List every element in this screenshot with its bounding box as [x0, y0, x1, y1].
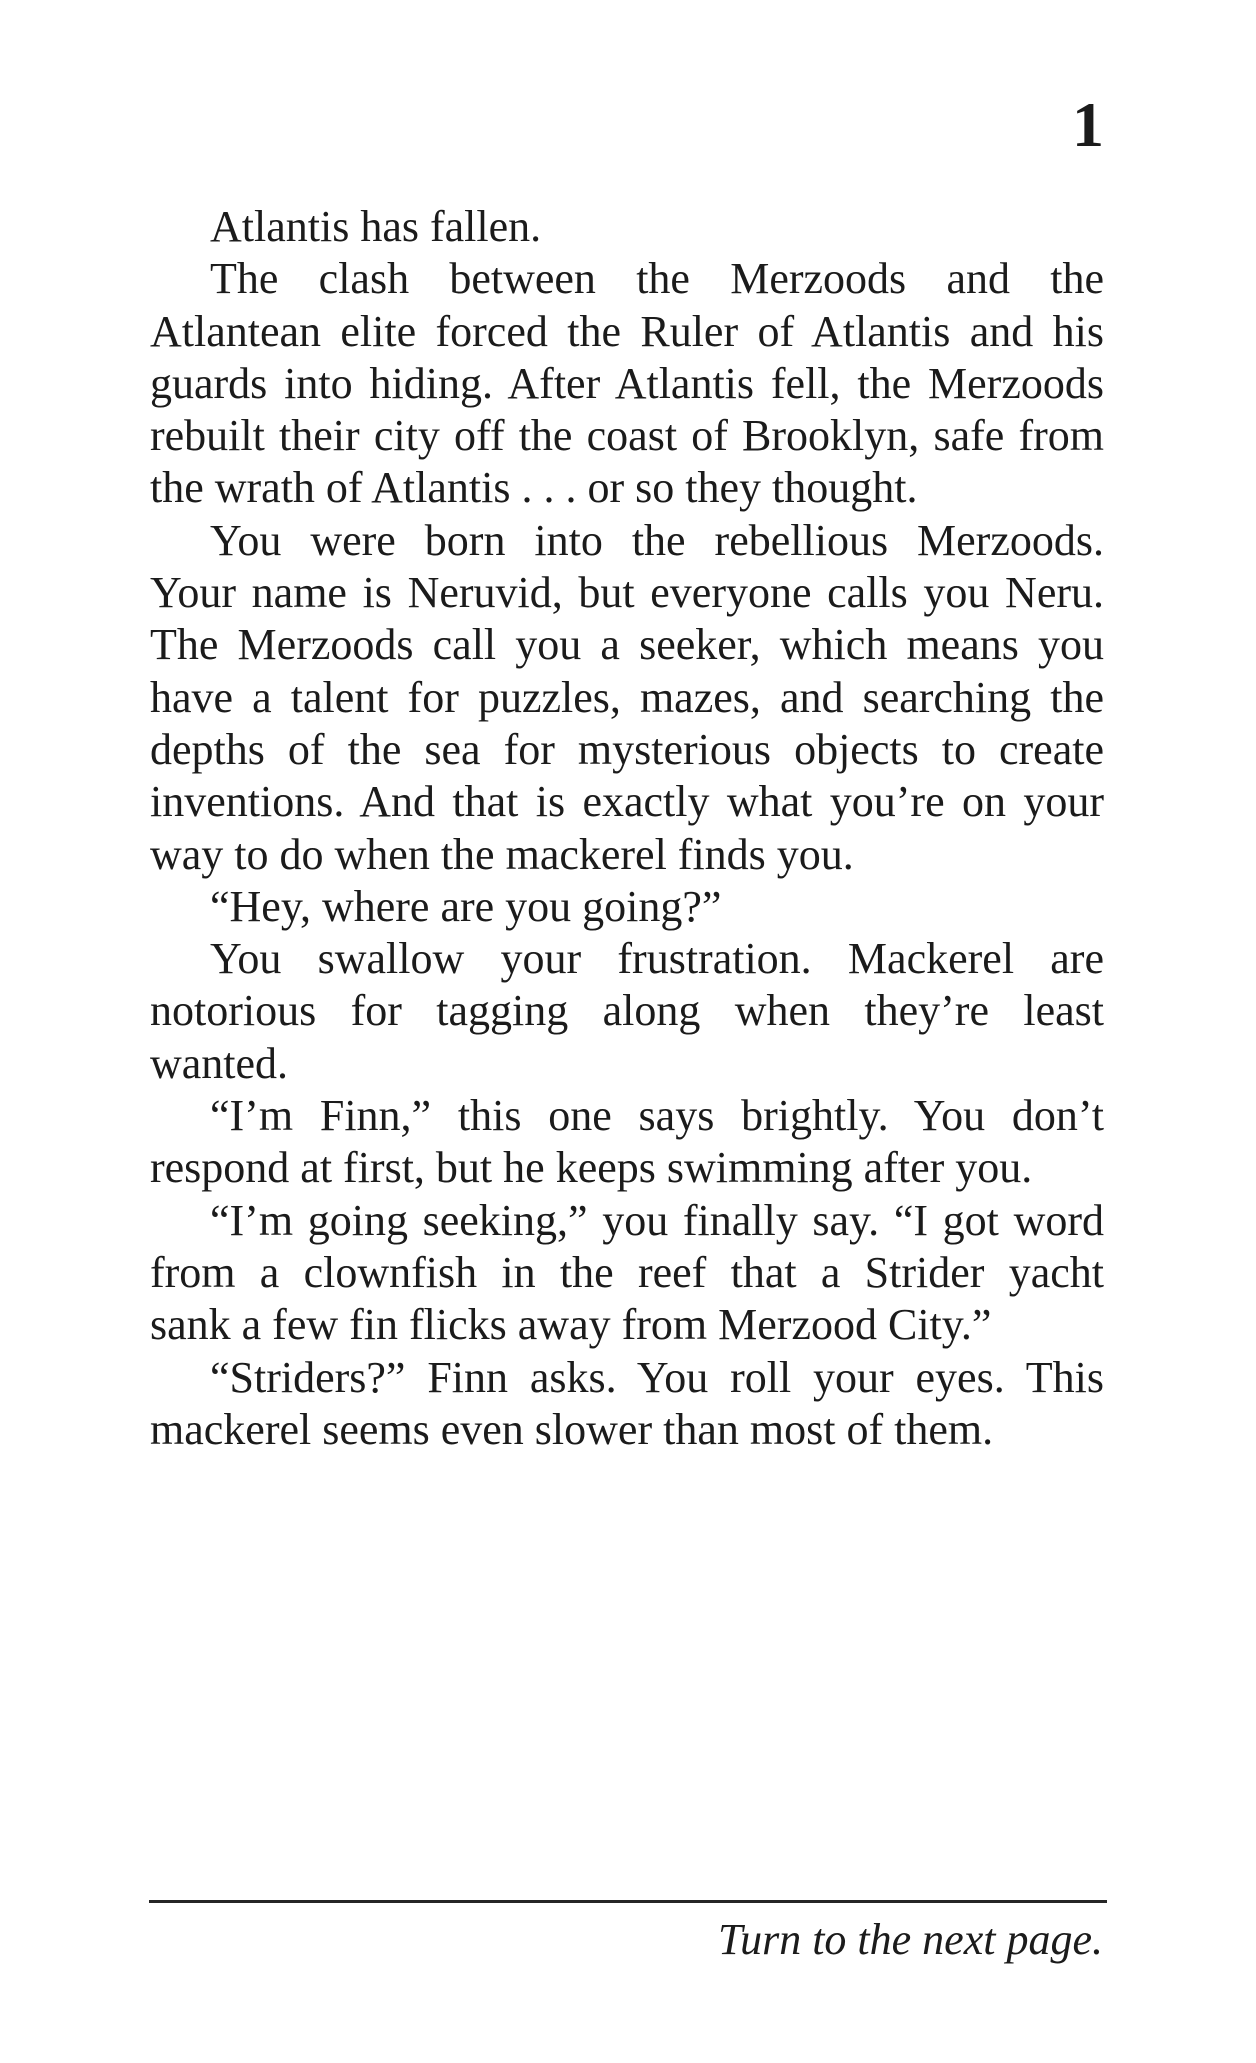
text-line: “I’m going seeking,” you finally say. “I got word	[210, 1195, 1104, 1245]
paragraph	[150, 201, 1104, 253]
paragraph	[150, 1090, 1104, 1195]
text-line: notorious for tagging along when they’re least	[150, 986, 1104, 1036]
paragraph	[150, 1352, 1104, 1457]
text-line: You were born into the rebellious Merzoods.	[210, 515, 1104, 565]
text-line: rebuilt their city off the coast of Brooklyn, safe from	[150, 411, 1104, 461]
text-line: inventions. And that is exactly what you’re on your	[150, 777, 1104, 827]
footer-divider	[149, 1900, 1107, 1903]
page-number: 1	[1072, 89, 1104, 160]
story-text	[150, 201, 1104, 1456]
paragraph	[150, 881, 1104, 933]
text-line: You swallow your frustration. Mackerel are	[210, 934, 1104, 984]
paragraph	[150, 933, 1104, 1090]
text-line: Atlantis has fallen.	[210, 202, 542, 251]
paragraph	[150, 515, 1104, 881]
text-line: sank a few fin flicks away from Merzood City.”	[150, 1300, 992, 1350]
text-line: mackerel seems even slower than most of them.	[150, 1404, 994, 1454]
turn-page-instruction: Turn to the next page.	[718, 1915, 1103, 1964]
text-line: The clash between the Merzoods and the	[210, 254, 1104, 304]
text-line: The Merzoods call you a seeker, which means you	[150, 620, 1104, 670]
text-line: “I’m Finn,” this one says brightly. You don’t	[210, 1091, 1104, 1141]
text-line: guards into hiding. After Atlantis fell, the Merzoods	[150, 358, 1104, 408]
text-line: Your name is Neruvid, but everyone calls you Neru.	[150, 568, 1104, 618]
text-line: wanted.	[150, 1038, 289, 1088]
text-line: Atlantean elite forced the Ruler of Atlantis and his	[150, 306, 1104, 356]
text-line: have a talent for puzzles, mazes, and searching the	[150, 672, 1104, 722]
text-line: from a clownfish in the reef that a Strider yacht	[150, 1247, 1104, 1297]
text-line: “Striders?” Finn asks. You roll your eyes. This	[210, 1352, 1104, 1402]
text-line: “Hey, where are you going?”	[210, 881, 722, 931]
paragraph	[150, 1195, 1104, 1352]
text-line: the wrath of Atlantis . . . or so they thought.	[150, 463, 918, 513]
paragraph	[150, 253, 1104, 514]
text-line: depths of the sea for mysterious objects to create	[150, 724, 1104, 774]
text-line: respond at first, but he keeps swimming after you.	[150, 1143, 1033, 1193]
text-line: way to do when the mackerel finds you.	[150, 829, 854, 879]
